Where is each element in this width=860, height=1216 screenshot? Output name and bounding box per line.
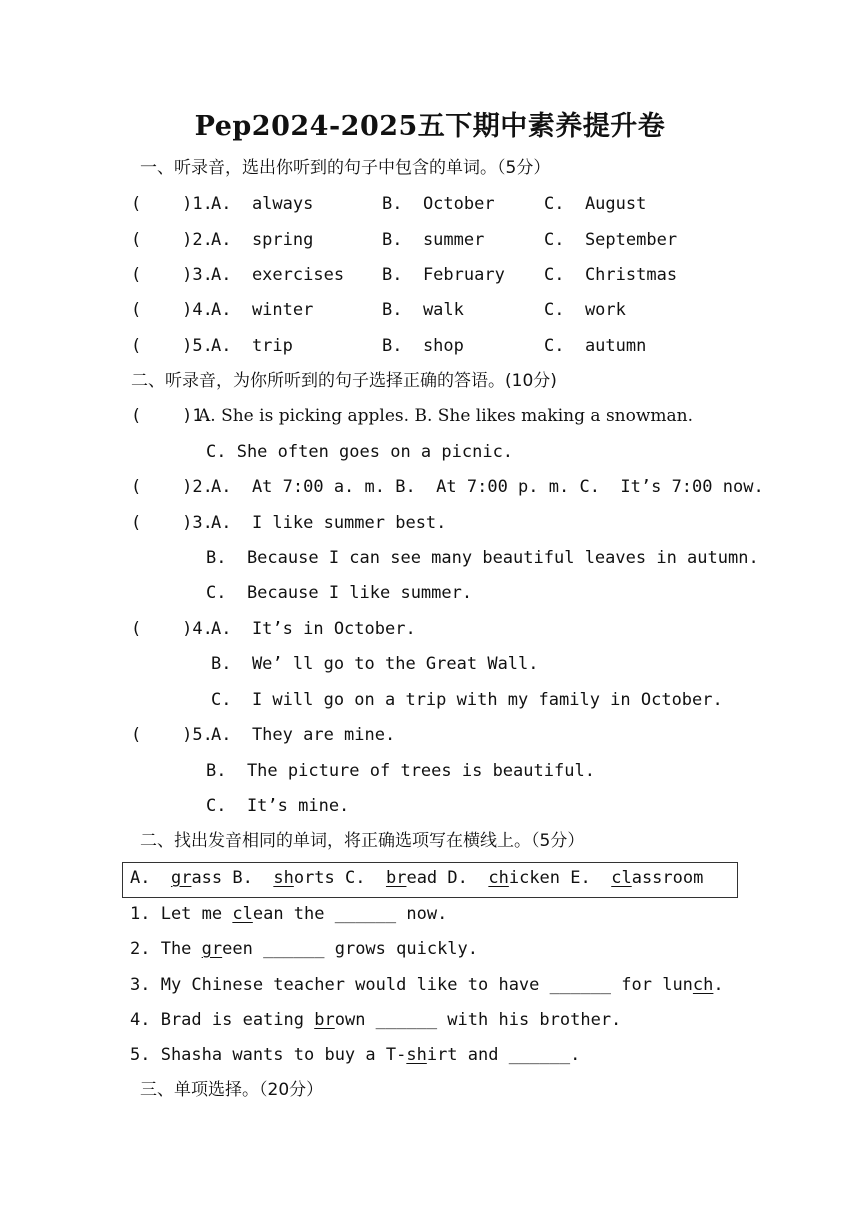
question-number: ( )1.: [131, 406, 213, 426]
fill-in-sentence: [130, 903, 447, 925]
word-rest: ass: [191, 868, 233, 888]
fill-in-sentence: [130, 974, 724, 996]
option-a: A. always: [211, 194, 314, 214]
option-b: B. summer: [382, 230, 485, 250]
fill-in-sentence: [130, 938, 478, 960]
question-number: ( )2.: [131, 477, 213, 497]
option-label: C.: [345, 868, 386, 888]
option-b: B. walk: [382, 300, 464, 320]
question-number: ( )4.: [131, 619, 213, 639]
underlined-letters: br: [314, 1010, 335, 1030]
sentence-text: 1. Let me: [130, 904, 233, 924]
sentence-text: .: [713, 975, 724, 995]
fill-in-sentence: [130, 1044, 580, 1066]
question-text: C. It’s mine.: [206, 796, 350, 816]
sentence-text: own ______ with his brother.: [334, 1010, 622, 1030]
sentence-text: 4. Brad is eating: [130, 1010, 315, 1030]
word-rest: icken: [508, 868, 571, 888]
question-text: C. She often goes on a picnic.: [206, 442, 514, 462]
section3-heading: 二、找出发音相同的单词，将正确选项写在横线上。（5分）: [140, 831, 585, 851]
option-a: A. trip: [211, 336, 293, 356]
option-c: C. Christmas: [544, 265, 678, 285]
underlined-letters: ch: [692, 975, 714, 995]
item-number: ( )5.: [131, 336, 213, 356]
option-c: C. autumn: [544, 336, 647, 356]
sentence-text: 2. The: [130, 939, 202, 959]
underlined-letters: sh: [406, 1045, 427, 1065]
item-number: ( )2.: [131, 230, 213, 250]
section2-heading: 二、听录音，为你所听到的句子选择正确的答语。(10分): [131, 371, 557, 391]
word-options: [130, 867, 703, 889]
section4-heading: 三、单项选择。（20分）: [140, 1080, 324, 1100]
sentence-text: 3. My Chinese teacher would like to have ______ for lun: [130, 975, 693, 995]
option-c: C. work: [544, 300, 626, 320]
question-text: A. It’s in October.: [211, 619, 416, 639]
sentence-text: irt and ______.: [426, 1045, 581, 1065]
option-label: D.: [447, 868, 489, 888]
option-a: A. spring: [211, 230, 314, 250]
section1-heading: 一、听录音，选出你听到的句子中包含的单词。（5分）: [140, 158, 551, 178]
sentence-text: een ______ grows quickly.: [222, 939, 479, 959]
option-label: E.: [570, 868, 612, 888]
question-number: ( )5.: [131, 725, 213, 745]
question-text: A. She is picking apples. B. She likes making a snowman.: [198, 406, 694, 426]
question-text: C. I will go on a trip with my family in October.: [211, 690, 723, 710]
page-title: Pep2024-2025五下期中素养提升卷: [194, 111, 666, 142]
option-label: A.: [130, 868, 171, 888]
option-b: B. shop: [382, 336, 464, 356]
question-text: A. I like summer best.: [211, 513, 447, 533]
underlined-letters: cl: [611, 868, 632, 888]
question-text: A. At 7:00 a. m. B. At 7:00 p. m. C. It’s 7:00 now.: [211, 477, 764, 497]
fill-in-sentence: [130, 1009, 621, 1031]
question-text: B. The picture of trees is beautiful.: [206, 761, 595, 781]
underlined-letters: br: [385, 868, 407, 888]
underlined-letters: sh: [273, 868, 294, 888]
item-number: ( )4.: [131, 300, 213, 320]
option-a: A. exercises: [211, 265, 345, 285]
option-c: C. September: [544, 230, 678, 250]
word-rest: ead: [406, 868, 448, 888]
question-text: B. We’ ll go to the Great Wall.: [211, 654, 539, 674]
option-c: C. August: [544, 194, 647, 214]
option-label: B.: [232, 868, 274, 888]
underlined-letters: cl: [232, 904, 253, 924]
sentence-text: ean the ______ now.: [252, 904, 448, 924]
question-text: B. Because I can see many beautiful leaves in autumn.: [206, 548, 759, 568]
sentence-text: 5. Shasha wants to buy a T-: [130, 1045, 407, 1065]
word-rest: orts: [293, 868, 346, 888]
question-number: ( )3.: [131, 513, 213, 533]
underlined-letters: gr: [170, 868, 192, 888]
option-b: B. October: [382, 194, 495, 214]
question-text: C. Because I like summer.: [206, 583, 473, 603]
word-rest: assroom: [631, 868, 704, 888]
item-number: ( )1.: [131, 194, 213, 214]
item-number: ( )3.: [131, 265, 213, 285]
underlined-letters: ch: [488, 868, 509, 888]
option-a: A. winter: [211, 300, 314, 320]
underlined-letters: gr: [201, 939, 223, 959]
option-b: B. February: [382, 265, 505, 285]
question-text: A. They are mine.: [211, 725, 396, 745]
